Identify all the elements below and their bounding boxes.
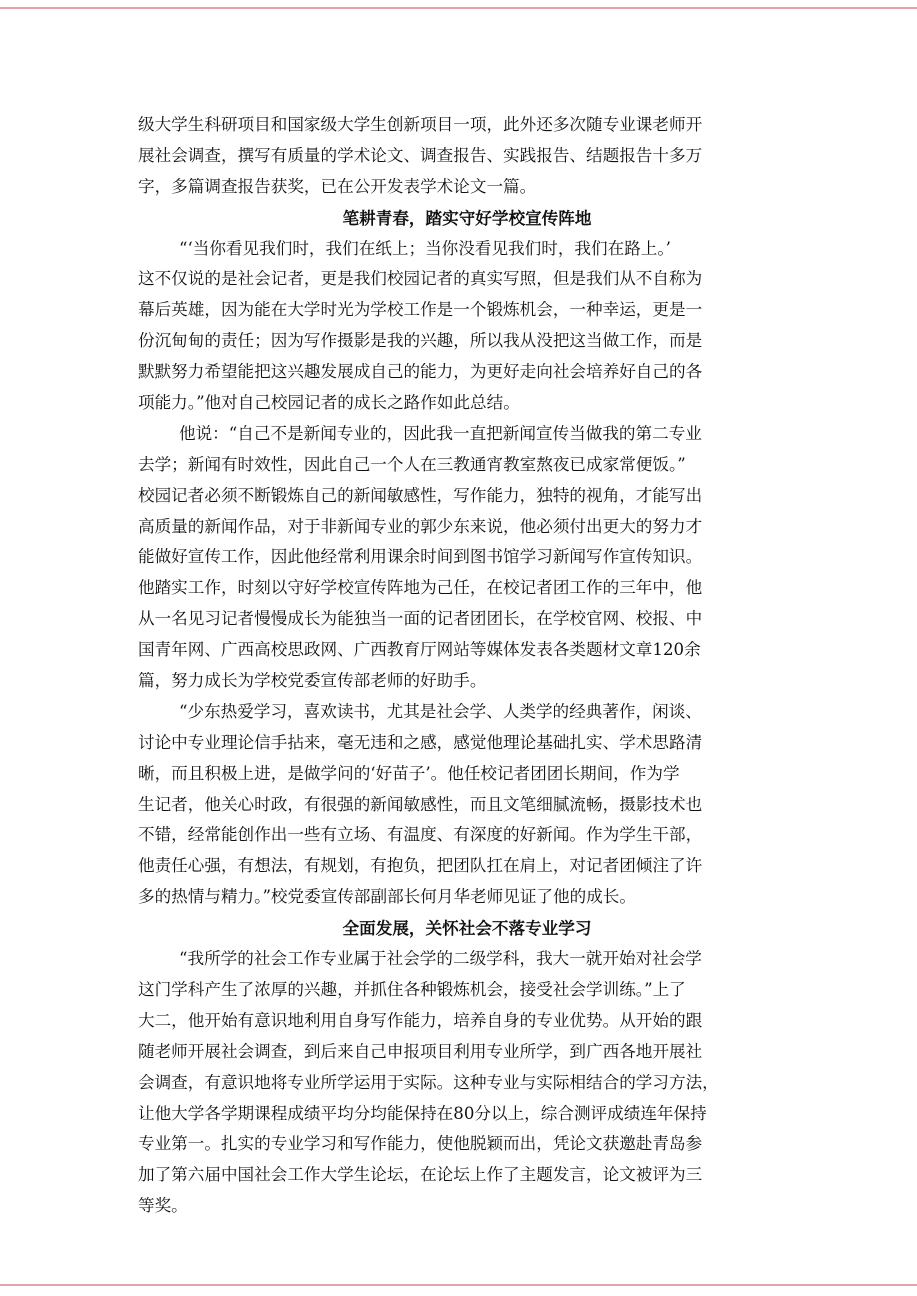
- text-line: 等奖。: [138, 1196, 188, 1216]
- text-line: 晰，而且积极上进，是做学问的‘好苗子’。他任校记者团团长期间，作为学: [138, 763, 680, 783]
- text-line: 篇，努力成长为学校党委宣传部老师的好助手。: [138, 671, 487, 691]
- text-line: 幕后英雄，因为能在大学时光为学校工作是一个锻炼机会，一种幸运，更是一: [138, 300, 703, 320]
- text-line: 他踏实工作，时刻以守好学校宣传阵地为己任，在校记者团工作的三年中，他: [138, 578, 703, 598]
- text-line: 这不仅说的是社会记者，更是我们校园记者的真实写照，但是我们从不自称为: [138, 269, 703, 289]
- text-line: 随老师开展社会调查，到后来自己申报项目利用专业所学，到广西各地开展社: [138, 1041, 703, 1061]
- text-line: 生记者，他关心时政，有很强的新闻敏感性，而且文笔细腻流畅，摄影技术也: [138, 794, 703, 814]
- text-line: 加了第六届中国社会工作大学生论坛，在论坛上作了主题发言，论文被评为三: [138, 1165, 703, 1185]
- bottom-border-line: [0, 1284, 917, 1286]
- text-line: 让他大学各学期课程成绩平均分均能保持在80分以上，综合测评成绩连年保持: [138, 1103, 707, 1123]
- text-line: “我所学的社会工作专业属于社会学的二级学科，我大一就开始对社会学: [179, 949, 702, 969]
- text-line: “‘当你看见我们时，我们在纸上；当你没看见我们时，我们在路上。’: [179, 238, 671, 258]
- text-line: 项能力。”他对自己校园记者的成长之路作如此总结。: [138, 393, 520, 413]
- section-heading: 全面发展，关怀社会不落专业学习: [342, 918, 592, 939]
- text-line: 展社会调查，撰写有质量的学术论文、调查报告、实践报告、结题报告十多万: [138, 145, 703, 165]
- text-line: 专业第一。扎实的专业学习和写作能力，使他脱颖而出，凭论文获邀赴青岛参: [138, 1134, 703, 1154]
- text-line: 国青年网、广西高校思政网、广西教育厅网站等媒体发表各类题材文章120余: [138, 640, 701, 660]
- text-line: 级大学生科研项目和国家级大学生创新项目一项，此外还多次随专业课老师开: [138, 115, 703, 134]
- text-line: 不错，经常能创作出一些有立场、有温度、有深度的好新闻。作为学生干部，: [138, 825, 703, 845]
- text-line: 这门学科产生了浓厚的兴趣，并抓住各种锻炼机会，接受社会学训练。”上了: [138, 979, 686, 999]
- text-line: 讨论中专业理论信手拈来，毫无违和之感，感觉他理论基础扎实、学术思路清: [138, 732, 703, 752]
- text-line: 份沉甸甸的责任；因为写作摄影是我的兴趣，所以我从没把这当做工作，而是: [138, 331, 703, 351]
- text-line: 校园记者必须不断锻炼自己的新闻敏感性，写作能力，独特的视角，才能写出: [138, 485, 703, 505]
- text-line: “少东热爱学习，喜欢读书，尤其是社会学、人类学的经典著作，闲谈、: [179, 701, 702, 721]
- text-line: 多的热情与精力。”校党委宣传部副部长何月华老师见证了他的成长。: [138, 887, 636, 907]
- text-line: 他责任心强，有想法，有规划，有抱负，把团队扛在肩上，对记者团倾注了许: [138, 856, 703, 876]
- top-border-line: [0, 7, 917, 9]
- text-line: 字，多篇调查报告获奖，已在公开发表学术论文一篇。: [138, 176, 537, 196]
- text-line: 他说：“自己不是新闻专业的，因此我一直把新闻宣传当做我的第二专业: [179, 423, 702, 443]
- text-line: 会调查，有意识地将专业所学运用于实际。这种专业与实际相结合的学习方法，: [138, 1072, 719, 1092]
- text-line: 从一名见习记者慢慢成长为能独当一面的记者团团长，在学校官网、校报、中: [138, 609, 703, 629]
- document-body: [138, 110, 786, 1222]
- text-line: 高质量的新闻作品，对于非新闻专业的郭少东来说，他必须付出更大的努力才: [138, 516, 703, 536]
- text-line: 大二，他开始有意识地利用自身写作能力，培养自身的专业优势。从开始的跟: [138, 1010, 703, 1030]
- text-line: 能做好宣传工作，因此他经常利用课余时间到图书馆学习新闻写作宣传知识。: [138, 547, 703, 567]
- section-heading: 笔耕青春，踏实守好学校宣传阵地: [342, 207, 592, 228]
- text-line: 默默努力希望能把这兴趣发展成自己的能力，为更好走向社会培养好自己的各: [138, 362, 703, 382]
- text-line: 去学；新闻有时效性，因此自己一个人在三教通宵教室熬夜已成家常便饭。”: [138, 454, 686, 474]
